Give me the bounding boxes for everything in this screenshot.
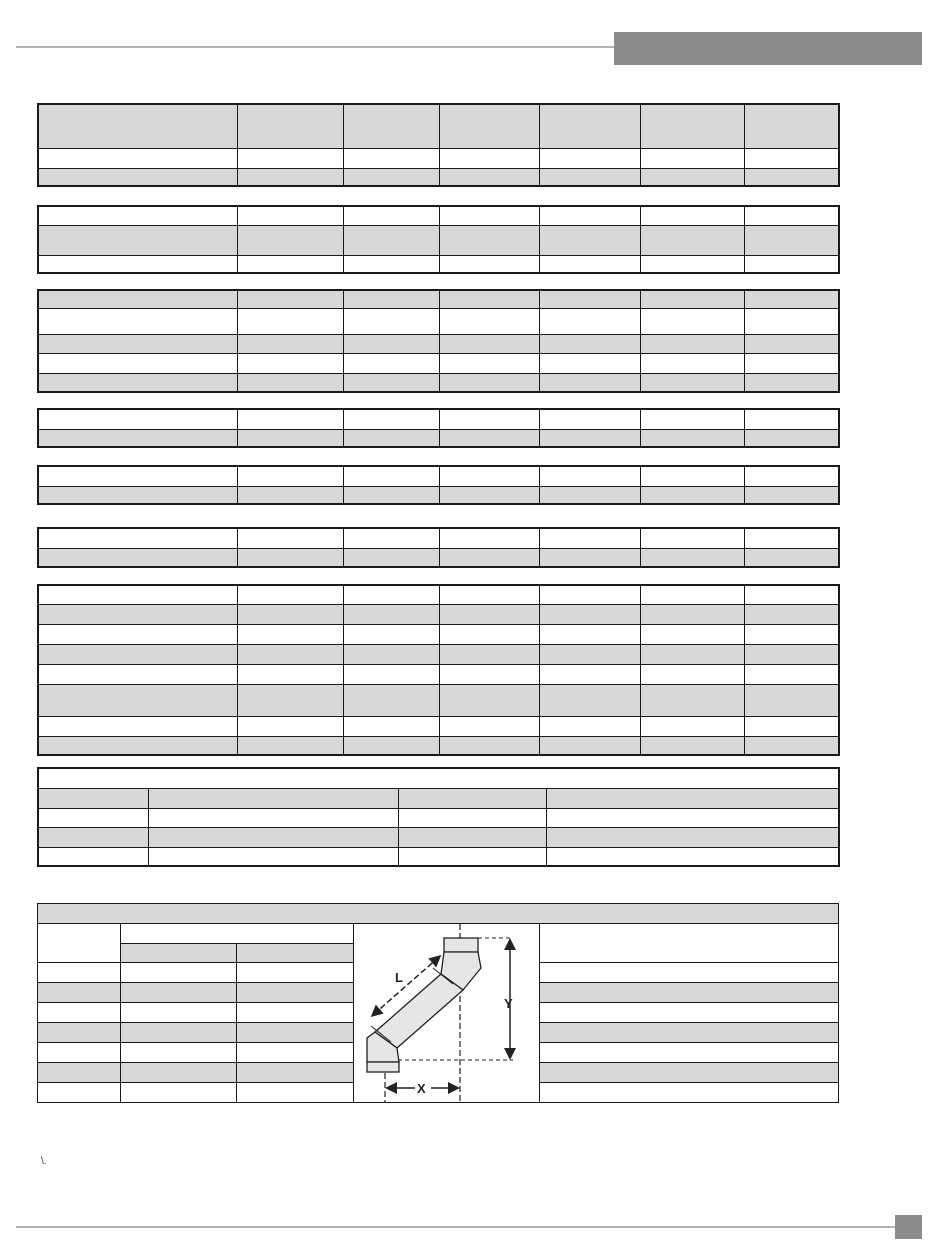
spec-table-4	[37, 408, 840, 448]
length-label: L	[395, 970, 403, 985]
header-rule	[16, 46, 616, 48]
spec-table-2	[37, 205, 840, 274]
table-header-row	[38, 104, 839, 148]
table-row	[38, 429, 839, 447]
table-row	[38, 808, 839, 827]
table-row	[38, 548, 839, 567]
table-row	[38, 847, 839, 866]
spec-table-5	[37, 465, 840, 505]
table-row	[38, 644, 839, 664]
table-row	[38, 486, 839, 504]
table-row	[38, 736, 839, 755]
table-row	[38, 604, 839, 624]
table-row	[38, 827, 839, 847]
table-title-row	[38, 768, 839, 788]
table-row	[38, 624, 839, 644]
footer-rule	[16, 1226, 896, 1228]
table-row	[38, 353, 839, 373]
table-row	[38, 255, 839, 273]
table-row	[38, 716, 839, 736]
table-row	[38, 528, 839, 548]
table-header-row	[38, 788, 839, 808]
spec-table-8	[37, 767, 840, 867]
table-row	[38, 148, 839, 168]
offset-label: X	[417, 1081, 426, 1096]
rise-label: Y	[504, 996, 513, 1011]
page-number-tab	[895, 1215, 922, 1239]
table-row	[38, 290, 839, 308]
table-row	[38, 168, 839, 186]
table-title-row	[38, 904, 839, 924]
table-row	[38, 308, 839, 334]
elbow-offset-table	[37, 903, 838, 1102]
table-row	[38, 684, 839, 716]
spec-table-1	[37, 103, 840, 187]
spec-table-6	[37, 527, 840, 568]
elbow-diagram	[353, 924, 539, 1102]
footnote-mark: \.	[41, 1156, 47, 1167]
table-row	[38, 585, 839, 604]
header-tab	[614, 32, 922, 65]
spec-table-3	[37, 289, 840, 393]
table-row	[38, 225, 839, 255]
spec-table-7	[37, 584, 840, 756]
table-row	[38, 334, 839, 353]
table-row	[38, 409, 839, 429]
table-row	[38, 206, 839, 225]
table-row	[38, 373, 839, 392]
table-row	[38, 466, 839, 486]
table-row	[38, 664, 839, 684]
